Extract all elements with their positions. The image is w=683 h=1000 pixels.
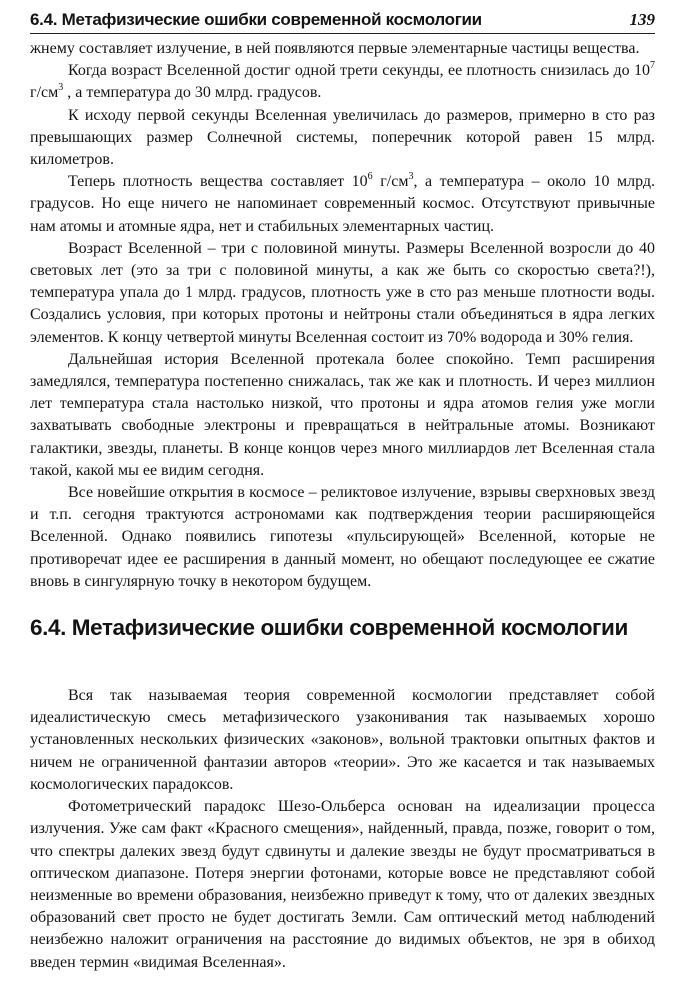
paragraph: Дальнейшая история Вселенной протекала более спокойно. Темп расширения замедлялся, температура постепенно снижалась, так же как и плотность. И через миллион лет температура стала настолько низкой, что протоны и ядра атомов гелия уже могли захватывать свободные электроны и превращаться в нейтральные атомы. Возникают галактики, звезды, планеты. В конце концов через много миллиардов лет Вселенная стала такой, какой мы ее видим сегодня.: [30, 350, 655, 479]
paragraph: К исходу первой секунды Вселенная увеличилась до размеров, примерно в сто раз превышающих размер Солнечной системы, поперечник которой равен 15 млрд. километров.: [30, 106, 655, 169]
paragraph: жнему составляет излучение, в ней появляются первые элементарные частицы вещества.: [30, 40, 640, 57]
running-head-title: 6.4. Метафизические ошибки современной космологии: [30, 10, 482, 29]
page-number: 139: [629, 10, 655, 29]
paragraph: Фотометрический парадокс Шезо-Ольберса основан на идеализации процесса излучения. Уже сам факт «Красного смещения», найденный, правда, позже, говорит о том, что спектры далеких звезд будут сдвинуты и далекие звезды не будут просматриваться в оптическом диапазоне. Потеря энергии фотонами, которые вовсе не представляют собой неизменные во времени образования, неизбежно приведут к тому, что от далеких звездных образований свет просто не будет достигать Земли. Сам оптический метод наблюдений неизбежно наложит ограничения на расстояние до видимых объектов, не зря в обиход введен термин «видимая Вселенная».: [30, 798, 655, 971]
paragraph: Вся так называемая теория современной космологии представляет собой идеалистическую смесь метафизического узаконивания так называемых хорошо установленных нескольких физических «законов», вольной трактовки опытных фактов и ничем не ограниченной фантазии авторов «теории». Это же касается и так называемых космологических парадоксов.: [30, 687, 655, 793]
paragraph: Возраст Вселенной – три с половиной минуты. Размеры Вселенной возросли до 40 световых лет (это за три с половиной минуты, а как же быть со скоростью света?!), температура упала до 1 млрд. градусов, плотность уже в сто раз меньше плотности воды. Создались условия, при которых протоны и нейтроны стали объединяться в ядра легких элементов. К концу четвертой минуты Вселенная состоит из 70% водорода и 30% гелия.: [30, 239, 655, 346]
paragraph: Когда возраст Вселенной достиг одной трети секунды, ее плотность снизилась до $10^7$ $г/см^3$ , а температура до 30 млрд. градусов.: [30, 59, 655, 102]
paragraph: Теперь плотность вещества составляет $10^6$ $г/см^3$, а температура – около 10 млрд. градусов. Но еще ничего не напоминает современный космос. Отсутствуют привычные нам атомы и атомные ядра, нет и стабильных элементарных частиц.: [30, 170, 656, 235]
running-head: [30, 0, 655, 34]
paragraph: Все новейшие открытия в космосе – реликтовое излучение, взрывы сверхновых звезд и т.п. сегодня трактуются астрономами как подтверждения теории расширяющейся Вселенной. Однако появились гипотезы «пульсирующей» Вселенной, которые не противоречат идее ее расширения в данный момент, но обещают последующее ее сжатие вновь в сингулярную точку в некотором будущем.: [30, 484, 655, 590]
section-heading: 6.4. Метафизические ошибки современной космологии: [30, 615, 628, 641]
